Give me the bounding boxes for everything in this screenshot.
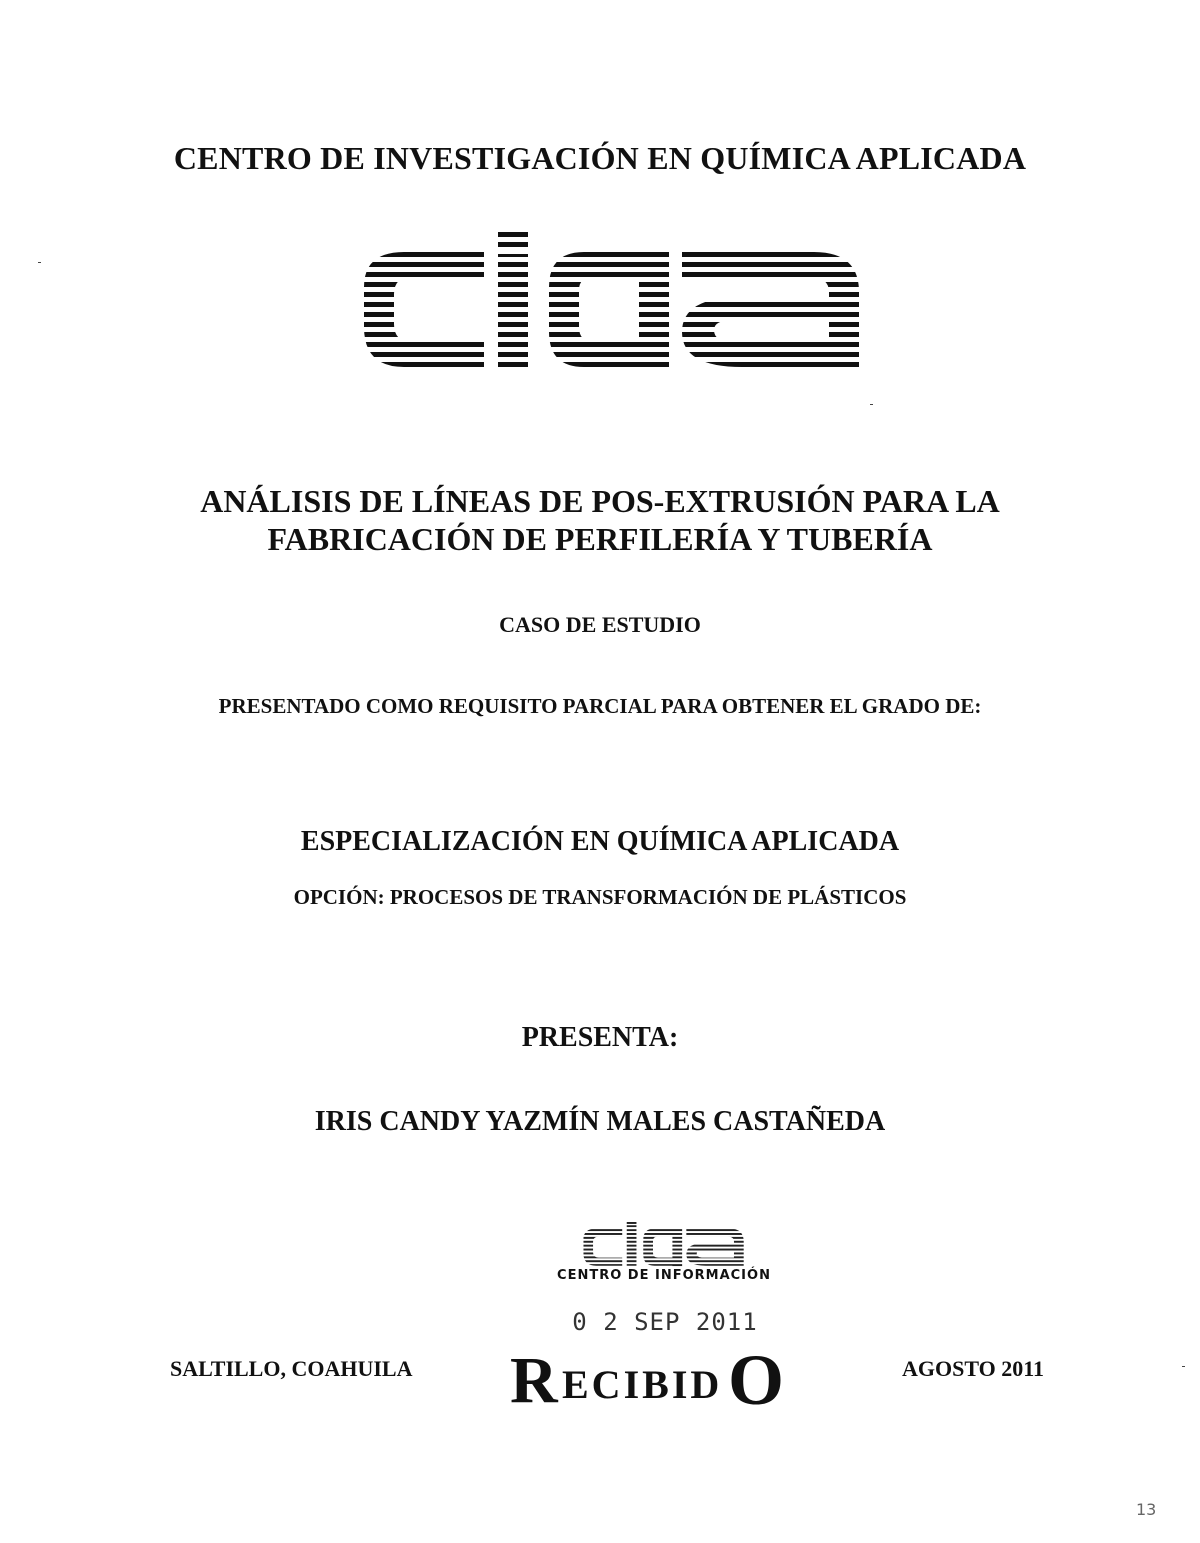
document-type: CASO DE ESTUDIO [499,612,701,637]
stamp-date: 0 2 SEP 2011 [572,1308,758,1336]
thesis-title-line-1: ANÁLISIS DE LÍNEAS DE POS-EXTRUSIÓN PARA LA [200,483,1000,519]
page-number-mark: 13 [1136,1500,1157,1519]
institution-name: CENTRO DE INVESTIGACIÓN EN QUÍMICA APLICADA [173,140,1027,176]
footer-place: SALTILLO, COAHUILA [170,1356,413,1381]
received-stamp [510,1338,810,1414]
scan-speck [38,262,41,263]
degree-name: ESPECIALIZACIÓN EN QUÍMICA APLICADA [300,826,900,857]
stamp-caption: CENTRO DE INFORMACIÓN [557,1268,771,1283]
footer-date: AGOSTO 2011 [902,1356,1045,1381]
thesis-title-line-2: FABRICACIÓN DE PERFILERÍA Y TUBERÍA [267,521,933,557]
scan-speck [1182,1366,1185,1367]
requirement-statement: PRESENTADO COMO REQUISITO PARCIAL PARA OBTENER EL GRADO DE: [218,694,982,718]
svg-text:ECIBID: ECIBID [562,1362,723,1407]
svg-text:O: O [728,1340,785,1414]
presenter-label: PRESENTA: [521,1022,679,1053]
ciqa-stamp-logo [578,1222,750,1268]
ciqa-logo [364,232,862,374]
svg-text:R: R [510,1344,558,1414]
thesis-title [0,482,1200,558]
scan-speck [870,404,873,405]
author-name: IRIS CANDY YAZMÍN MALES CASTAÑEDA [314,1106,886,1137]
degree-option: OPCIÓN: PROCESOS DE TRANSFORMACIÓN DE PLÁSTICOS [293,885,907,909]
